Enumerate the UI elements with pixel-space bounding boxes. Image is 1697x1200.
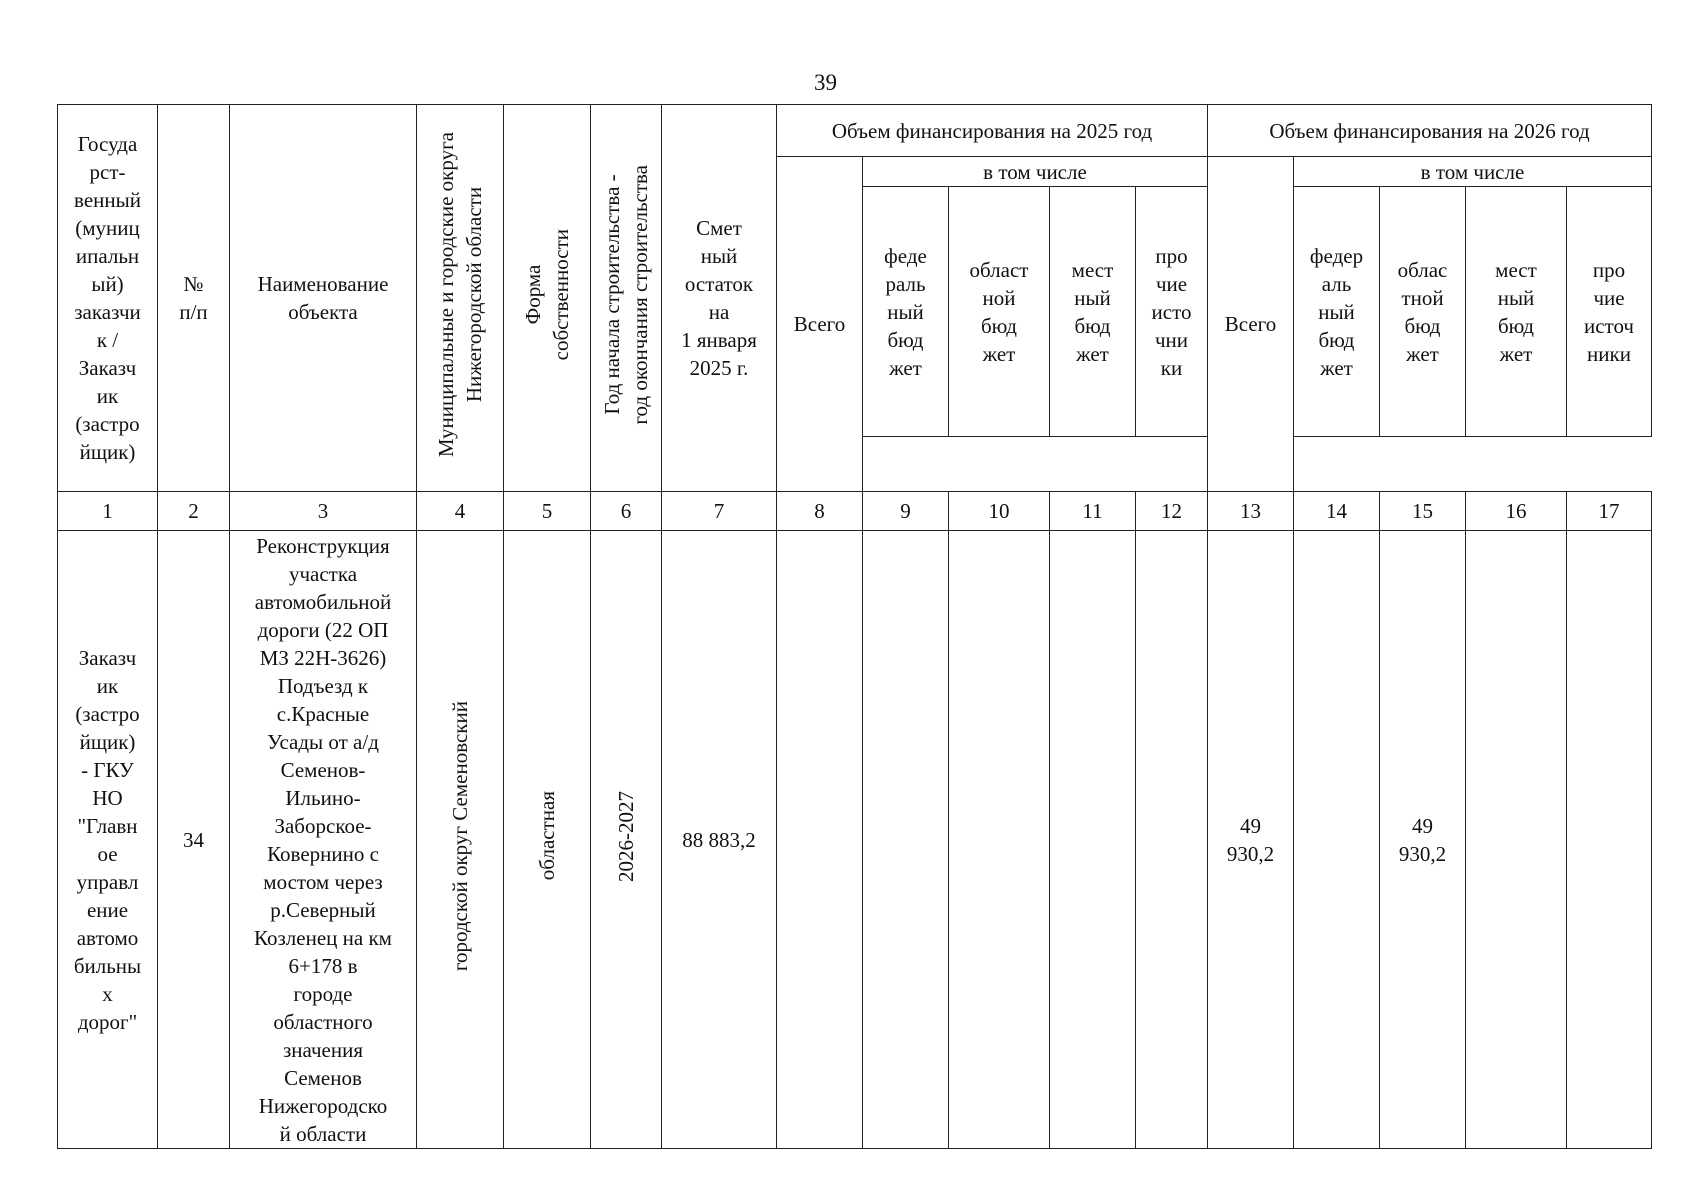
header-local-2026: мест ный бюд жет <box>1466 187 1567 437</box>
header-municipality: Муниципальные и городские округа Нижегородской области <box>434 131 486 458</box>
column-number: 16 <box>1466 492 1567 531</box>
header-ownership-cell <box>504 105 591 492</box>
table-row <box>58 531 1652 1149</box>
row-ownership: областная <box>535 791 559 881</box>
header-local-2025: мест ный бюд жет <box>1050 187 1136 437</box>
column-number: 1 <box>58 492 158 531</box>
header-municipality-cell <box>417 105 504 492</box>
header-total-2026: Всего <box>1208 157 1294 492</box>
row-total-2025 <box>777 531 863 1149</box>
row-estimated-remainder: 88 883,2 <box>662 531 777 1149</box>
header-federal-2025: феде раль ный бюд жет <box>863 187 949 437</box>
row-municipality-cell <box>417 531 504 1149</box>
column-number: 10 <box>949 492 1050 531</box>
row-object-name: Реконструкция участка автомобильной дороги (22 ОП МЗ 22Н-3626) Подъезд к с.Красные Усады от а/д Семенов- Ильино- Заборское- Ковернино с мостом через р.Северный Козленец на км 6+178 в городе областного значения Семенов Нижегородско й области <box>230 531 417 1149</box>
column-number: 12 <box>1136 492 1208 531</box>
row-local-2026 <box>1466 531 1567 1149</box>
header-estimated-remainder: Смет ный остаток на 1 января 2025 г. <box>662 105 777 492</box>
column-number: 9 <box>863 492 949 531</box>
header-ownership: Форма собственности <box>521 228 573 361</box>
row-other-2025 <box>1136 531 1208 1149</box>
column-number: 11 <box>1050 492 1136 531</box>
header-row-number: № п/п <box>158 105 230 492</box>
header-other-2025: про чие исто чни ки <box>1136 187 1208 437</box>
header-other-2026: про чие источ ники <box>1567 187 1652 437</box>
header-total-2025: Всего <box>777 157 863 492</box>
column-number: 2 <box>158 492 230 531</box>
header-federal-2026: федер аль ный бюд жет <box>1294 187 1380 437</box>
column-number: 7 <box>662 492 777 531</box>
row-years-cell <box>591 531 662 1149</box>
header-regional-2025: област ной бюд жет <box>949 187 1050 437</box>
header-including-2025: в том числе <box>863 157 1208 187</box>
row-customer: Заказч ик (застро йщик) - ГКУ НО "Главн ое управл ение автомо бильны х дорог" <box>58 531 158 1149</box>
header-years-cell <box>591 105 662 492</box>
row-number: 34 <box>158 531 230 1149</box>
row-total-2026: 49 930,2 <box>1208 531 1294 1149</box>
column-number: 15 <box>1380 492 1466 531</box>
row-other-2026 <box>1567 531 1652 1149</box>
row-federal-2026 <box>1294 531 1380 1149</box>
row-ownership-cell <box>504 531 591 1149</box>
header-financing-2025: Объем финансирования на 2025 год <box>777 105 1208 157</box>
row-regional-2026: 49 930,2 <box>1380 531 1466 1149</box>
column-number: 5 <box>504 492 591 531</box>
header-customer: Госуда рст- венный (муниц ипальн ый) заказчи к / Заказч ик (застро йщик) <box>58 105 158 492</box>
row-regional-2025 <box>949 531 1050 1149</box>
header-object-name: Наименование объекта <box>230 105 417 492</box>
construction-financing-table <box>57 104 1652 1149</box>
row-municipality: городской округ Семеновский <box>448 700 472 972</box>
header-construction-years: Год начала строительства - год окончания строительства <box>600 164 652 425</box>
row-local-2025 <box>1050 531 1136 1149</box>
column-number: 17 <box>1567 492 1652 531</box>
column-number: 4 <box>417 492 504 531</box>
page-number: 39 <box>814 70 837 95</box>
row-federal-2025 <box>863 531 949 1149</box>
header-regional-2026: облас тной бюд жет <box>1380 187 1466 437</box>
row-construction-years: 2026-2027 <box>614 790 638 882</box>
column-number: 6 <box>591 492 662 531</box>
header-including-2026: в том числе <box>1294 157 1652 187</box>
column-number: 3 <box>230 492 417 531</box>
header-financing-2026: Объем финансирования на 2026 год <box>1208 105 1652 157</box>
column-number: 13 <box>1208 492 1294 531</box>
column-number: 8 <box>777 492 863 531</box>
column-numbers-row <box>58 492 1652 531</box>
column-number: 14 <box>1294 492 1380 531</box>
